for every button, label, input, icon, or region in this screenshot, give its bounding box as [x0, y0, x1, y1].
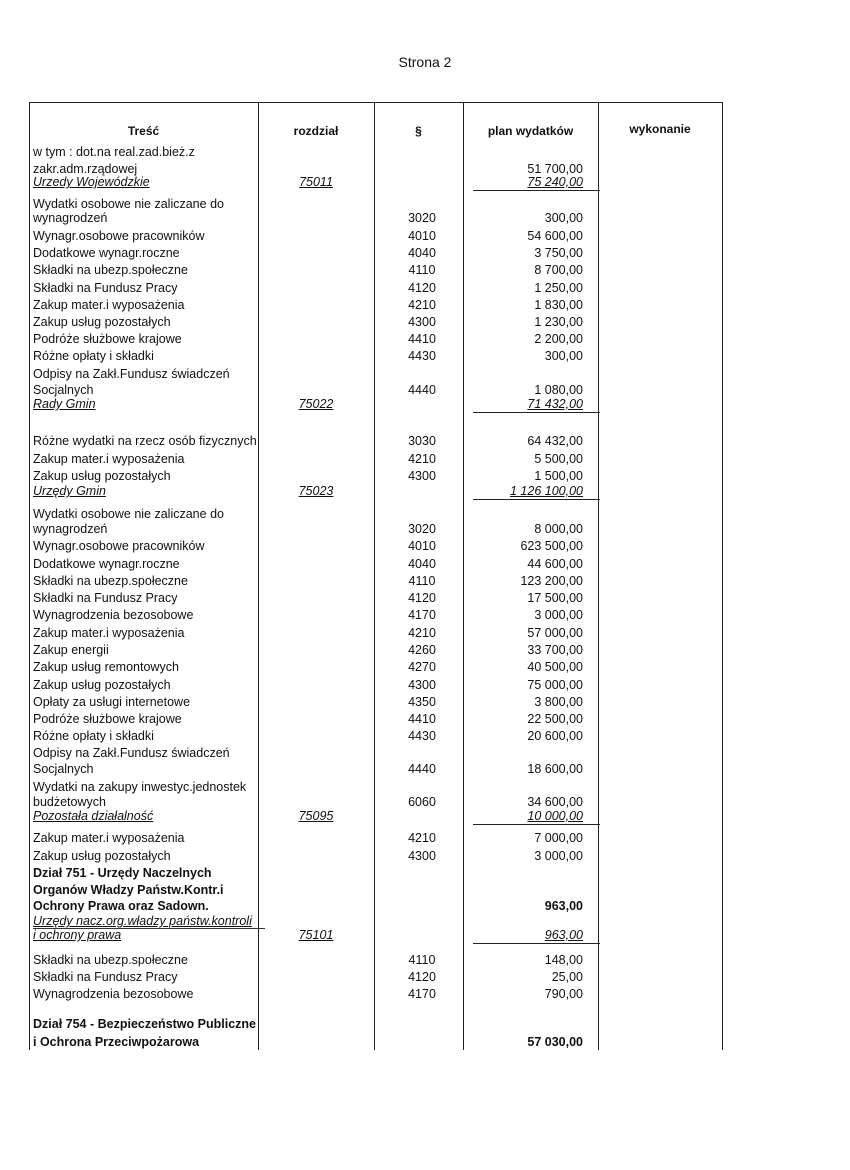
cell-paragraf: 4270 [408, 660, 436, 674]
budget-table [29, 102, 723, 1050]
cell-tresc: Dział 751 - Urzędy Naczelnych [33, 866, 212, 880]
header-wykonanie: wykonanie [629, 122, 691, 136]
cell-paragraf: 4210 [408, 831, 436, 845]
cell-paragraf: 4110 [408, 263, 436, 277]
cell-plan: 25,00 [551, 970, 583, 984]
table-row [29, 952, 723, 969]
cell-rozdzial: 75023 [298, 484, 334, 498]
cell-paragraf: 4040 [408, 557, 436, 571]
cell-plan: 22 500,00 [527, 712, 583, 726]
cell-plan: 75 240,00 [527, 175, 583, 189]
cell-tresc: Wydatki na zakupy inwestyc.jednostek [33, 780, 247, 794]
table-row [29, 573, 723, 590]
cell-plan: 300,00 [544, 211, 583, 225]
cell-tresc: Opłaty za usługi internetowe [33, 695, 191, 709]
cell-tresc: wynagrodzeń [33, 211, 108, 225]
subtotal-underline [473, 499, 600, 500]
cell-plan: 2 200,00 [534, 332, 583, 346]
table-row [29, 483, 723, 500]
cell-tresc: Składki na ubezp.społeczne [33, 953, 188, 967]
cell-tresc: Wynagr.osobowe pracowników [33, 539, 205, 553]
cell-plan: 790,00 [544, 987, 583, 1001]
table-row [29, 728, 723, 745]
cell-tresc: Podróże służbowe krajowe [33, 712, 182, 726]
cell-paragraf: 4440 [408, 762, 436, 776]
cell-plan: 17 500,00 [527, 591, 583, 605]
cell-plan: 54 600,00 [527, 229, 583, 243]
cell-tresc: Socjalnych [33, 762, 94, 776]
cell-paragraf: 4350 [408, 695, 436, 709]
cell-tresc: Składki na Fundusz Pracy [33, 591, 178, 605]
cell-tresc: Różne opłaty i składki [33, 729, 154, 743]
table-row [29, 245, 723, 262]
cell-tresc: Zakup mater.i wyposażenia [33, 452, 185, 466]
cell-plan: 1 500,00 [534, 469, 583, 483]
table-row [29, 882, 723, 899]
cell-tresc: Socjalnych [33, 383, 94, 397]
table-row [29, 677, 723, 694]
cell-paragraf: 4120 [408, 591, 436, 605]
table-row [29, 986, 723, 1003]
cell-paragraf: 6060 [408, 795, 436, 809]
table-row [29, 808, 723, 825]
cell-paragraf: 3030 [408, 434, 436, 448]
cell-plan: 1 126 100,00 [510, 484, 583, 498]
cell-tresc: Urzędy nacz.org.władzy państw.kontroli [33, 914, 252, 928]
table-row [29, 969, 723, 986]
cell-tresc: Zakup usług pozostałych [33, 315, 171, 329]
cell-plan: 3 800,00 [534, 695, 583, 709]
table-row [29, 761, 723, 778]
cell-paragraf: 4170 [408, 987, 436, 1001]
table-row [29, 348, 723, 365]
cell-paragraf: 4120 [408, 281, 436, 295]
cell-tresc: Odpisy na Zakł.Fundusz świadczeń [33, 367, 230, 381]
table-row [29, 848, 723, 865]
cell-tresc: Zakup mater.i wyposażenia [33, 298, 185, 312]
cell-paragraf: 4210 [408, 452, 436, 466]
table-row [29, 314, 723, 331]
table-row [29, 745, 723, 762]
subtotal-underline [473, 824, 600, 825]
cell-paragraf: 4410 [408, 712, 436, 726]
cell-paragraf: 4120 [408, 970, 436, 984]
table-row [29, 1034, 723, 1051]
table-row [29, 210, 723, 227]
cell-tresc: Różne opłaty i składki [33, 349, 154, 363]
table-row [29, 1016, 723, 1033]
cell-tresc: Zakup mater.i wyposażenia [33, 831, 185, 845]
table-row [29, 642, 723, 659]
header-plan: plan wydatków [487, 124, 574, 138]
cell-paragraf: 4260 [408, 643, 436, 657]
cell-tresc: Wynagr.osobowe pracowników [33, 229, 205, 243]
cell-paragraf: 4430 [408, 729, 436, 743]
table-row [29, 228, 723, 245]
table-row [29, 396, 723, 413]
cell-paragraf: 3020 [408, 522, 436, 536]
cell-paragraf: 4440 [408, 383, 436, 397]
page-number: Strona 2 [398, 54, 452, 70]
table-row [29, 865, 723, 882]
cell-tresc: Ochrony Prawa oraz Sadown. [33, 899, 209, 913]
table-row [29, 538, 723, 555]
cell-rozdzial: 75095 [298, 809, 334, 823]
cell-tresc: Urzędy Gmin [33, 484, 106, 498]
cell-plan: 963,00 [544, 928, 583, 942]
cell-plan: 8 000,00 [534, 522, 583, 536]
cell-paragraf: 4300 [408, 678, 436, 692]
cell-tresc: Podróże służbowe krajowe [33, 332, 182, 346]
cell-plan: 18 600,00 [527, 762, 583, 776]
cell-plan: 51 700,00 [527, 162, 583, 176]
header-paragraf: § [415, 124, 422, 138]
cell-plan: 34 600,00 [527, 795, 583, 809]
cell-tresc: Składki na Fundusz Pracy [33, 281, 178, 295]
cell-plan: 1 830,00 [534, 298, 583, 312]
cell-tresc: zakr.adm.rządowej [33, 162, 138, 176]
cell-tresc: Zakup mater.i wyposażenia [33, 626, 185, 640]
cell-paragraf: 3020 [408, 211, 436, 225]
cell-plan: 20 600,00 [527, 729, 583, 743]
cell-plan: 1 230,00 [534, 315, 583, 329]
cell-plan: 623 500,00 [520, 539, 583, 553]
cell-tresc: Pozostała działalność [33, 809, 154, 823]
table-row [29, 433, 723, 450]
cell-plan: 71 432,00 [527, 397, 583, 411]
cell-tresc: Zakup usług pozostałych [33, 849, 171, 863]
cell-tresc: Organów Władzy Państw.Kontr.i [33, 883, 224, 897]
cell-plan: 44 600,00 [527, 557, 583, 571]
cell-plan: 57 030,00 [527, 1035, 583, 1049]
table-row [29, 590, 723, 607]
cell-paragraf: 4110 [408, 574, 436, 588]
cell-tresc: i ochrony prawa [33, 928, 122, 942]
table-row [29, 262, 723, 279]
table-row [29, 451, 723, 468]
cell-tresc: Dział 754 - Bezpieczeństwo Publiczne [33, 1017, 256, 1031]
table-row [29, 711, 723, 728]
cell-tresc: Wydatki osobowe nie zaliczane do [33, 197, 224, 211]
table-row [29, 607, 723, 624]
cell-tresc: Odpisy na Zakł.Fundusz świadczeń [33, 746, 230, 760]
table-row [29, 366, 723, 383]
cell-paragraf: 4410 [408, 332, 436, 346]
table-top-border [29, 102, 723, 103]
cell-paragraf: 4170 [408, 608, 436, 622]
cell-tresc: Składki na Fundusz Pracy [33, 970, 178, 984]
cell-plan: 1 250,00 [534, 281, 583, 295]
cell-tresc: Składki na ubezp.społeczne [33, 263, 188, 277]
cell-paragraf: 4110 [408, 953, 436, 967]
cell-plan: 57 000,00 [527, 626, 583, 640]
table-row [29, 927, 723, 944]
cell-paragraf: 4430 [408, 349, 436, 363]
cell-tresc: Zakup energii [33, 643, 109, 657]
cell-tresc: i Ochrona Przeciwpożarowa [33, 1035, 200, 1049]
cell-plan: 3 750,00 [534, 246, 583, 260]
table-row [29, 625, 723, 642]
cell-paragraf: 4010 [408, 539, 436, 553]
cell-rozdzial: 75011 [299, 175, 333, 189]
table-row [29, 331, 723, 348]
cell-tresc: budżetowych [33, 795, 106, 809]
cell-plan: 8 700,00 [534, 263, 583, 277]
cell-tresc: w tym : dot.na real.zad.bież.z [33, 145, 195, 159]
table-row [29, 659, 723, 676]
cell-tresc: Zakup usług pozostałych [33, 469, 171, 483]
cell-paragraf: 4300 [408, 315, 436, 329]
cell-rozdzial: 75022 [298, 397, 334, 411]
table-row [29, 144, 723, 161]
cell-plan: 3 000,00 [534, 849, 583, 863]
cell-tresc: Rady Gmin [33, 397, 96, 411]
table-row [29, 280, 723, 297]
cell-paragraf: 4210 [408, 298, 436, 312]
cell-plan: 3 000,00 [534, 608, 583, 622]
cell-rozdzial: 75101 [298, 928, 334, 942]
cell-tresc: Składki na ubezp.społeczne [33, 574, 188, 588]
cell-plan: 300,00 [544, 349, 583, 363]
cell-plan: 75 000,00 [527, 678, 583, 692]
cell-plan: 33 700,00 [527, 643, 583, 657]
cell-tresc: wynagrodzeń [33, 522, 108, 536]
cell-paragraf: 4040 [408, 246, 436, 260]
table-row [29, 556, 723, 573]
cell-tresc: Wydatki osobowe nie zaliczane do [33, 507, 224, 521]
subtotal-underline [473, 943, 600, 944]
cell-tresc: Zakup usług pozostałych [33, 678, 171, 692]
cell-plan: 10 000,00 [527, 809, 583, 823]
cell-tresc: Dodatkowe wynagr.roczne [33, 557, 180, 571]
table-row [29, 297, 723, 314]
cell-plan: 148,00 [544, 953, 583, 967]
cell-paragraf: 4300 [408, 849, 436, 863]
header-rozdzial: rozdział [293, 124, 339, 138]
subtotal-underline [473, 412, 600, 413]
cell-tresc: Urzedy Wojewódzkie [33, 175, 150, 189]
table-row [29, 694, 723, 711]
cell-paragraf: 4300 [408, 469, 436, 483]
cell-plan: 40 500,00 [527, 660, 583, 674]
cell-tresc: Dodatkowe wynagr.roczne [33, 246, 180, 260]
cell-tresc: Wynagrodzenia bezosobowe [33, 987, 194, 1001]
cell-tresc: Zakup usług remontowych [33, 660, 179, 674]
cell-paragraf: 4010 [408, 229, 436, 243]
cell-plan: 64 432,00 [527, 434, 583, 448]
header-tresc: Treść [127, 124, 160, 138]
cell-plan: 1 080,00 [534, 383, 583, 397]
cell-plan: 963,00 [544, 899, 583, 913]
table-row [29, 521, 723, 538]
subtotal-underline [473, 190, 600, 191]
cell-tresc: Różne wydatki na rzecz osób fizycznych [33, 434, 257, 448]
cell-tresc: Wynagrodzenia bezosobowe [33, 608, 194, 622]
cell-paragraf: 4210 [408, 626, 436, 640]
cell-plan: 7 000,00 [534, 831, 583, 845]
table-row [29, 174, 723, 191]
cell-plan: 5 500,00 [534, 452, 583, 466]
cell-plan: 123 200,00 [520, 574, 583, 588]
table-row [29, 830, 723, 847]
